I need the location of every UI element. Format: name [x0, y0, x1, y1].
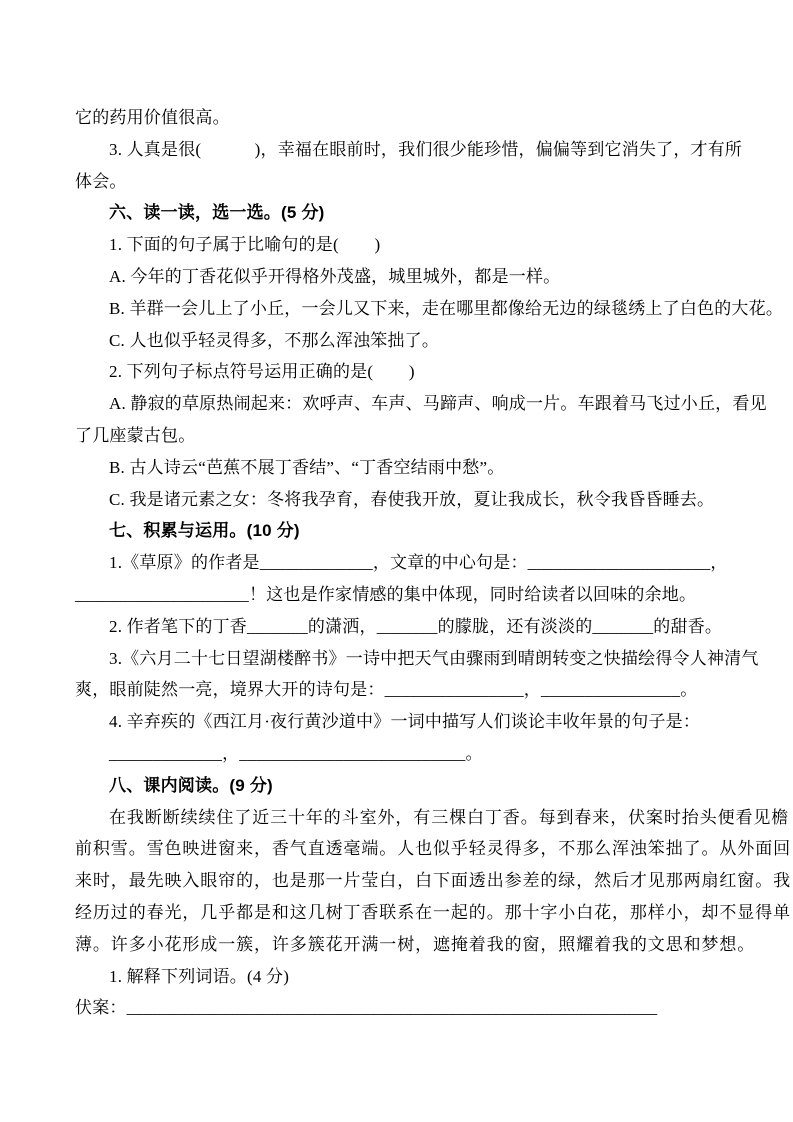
fill-blank-4-continuation: _____________，__________________________。: [109, 743, 483, 763]
explain-words-stem: 1. 解释下列词语。(4 分): [109, 966, 290, 986]
q2-option-b: B. 古人诗云“芭蕉不展丁香结”、“丁香空结雨中愁”。: [109, 457, 505, 477]
q1-option-a: A. 今年的丁香花似乎开得格外茂盛，城里城外，都是一样。: [109, 266, 561, 286]
q2-option-a: A. 静寂的草原热闹起来：欢呼声、车声、马蹄声、响成一片。车跟着马飞过小丘，看见: [109, 394, 767, 414]
reading-passage-line: 前积雪。雪色映进窗来，香气直透毫端。人也似乎轻灵得多，不那么浑浊笨拙了。从外面回: [75, 839, 791, 859]
question-3-line: 3. 人真是很( )，幸福在眼前时，我们很少能珍惜，偏偏等到它消失了，才有所: [109, 139, 743, 159]
q1-option-b: B. 羊群一会儿上了小丘，一会儿又下来，走在哪里都像给无边的绿毯绣上了白色的大花。: [109, 298, 784, 318]
reading-passage-line: 在我断断续续住了近三十年的斗室外，有三棵白丁香。每到春来，伏案时抬头便看见檐: [109, 807, 790, 827]
q2-stem: 2. 下列句子标点符号运用正确的是( ): [109, 362, 415, 382]
q2-option-c: C. 我是诸元素之女：冬将我孕育，春使我开放，夏让我成长，秋令我昏昏睡去。: [109, 489, 715, 509]
section-8-heading: 八、课内阅读。(9 分): [109, 775, 273, 795]
reading-passage-line: 经历过的春光，几乎都是和这几树丁香联系在一起的。那十字小白花，那样小，却不显得单: [75, 902, 791, 922]
section-6-heading: 六、读一读，选一选。(5 分): [109, 203, 325, 223]
q1-option-c: C. 人也似乎轻灵得多，不那么浑浊笨拙了。: [109, 330, 440, 350]
fill-blank-3-continuation: 爽，眼前陡然一亮，境界大开的诗句是：________________，________________。: [75, 680, 698, 700]
carryover-text-line: 它的药用价值很高。: [75, 108, 230, 127]
reading-passage-line: 来时，最先映入眼帘的，也是那一片莹白，白下面透出参差的绿，然后才见那两扇红窗。我: [75, 871, 791, 891]
fill-blank-1: 1.《草原》的作者是_____________，文章的中心句是：_____________________，: [109, 553, 728, 573]
fill-blank-2: 2. 作者笔下的丁香_______的潇洒，_______的朦胧，还有淡淡的_______的甜香。: [109, 616, 723, 636]
fill-blank-1-continuation: ____________________！这也是作家情感的集中体现，同时给读者以回味的余地。: [75, 584, 697, 604]
q2-option-a-continuation: 了几座蒙古包。: [75, 425, 196, 445]
q1-stem: 1. 下面的句子属于比喻句的是( ): [109, 235, 381, 255]
question-3-continuation: 体会。: [75, 171, 127, 191]
fill-blank-4: 4. 辛弃疾的《西江月·夜行黄沙道中》一词中描写人们谈论丰收年景的句子是：: [109, 712, 701, 732]
reading-passage-line: 薄。许多小花形成一簇，许多簇花开满一树，遮掩着我的窗，照耀着我的文思和梦想。: [75, 934, 756, 954]
fuan-definition-blank-line: 伏案：_____________________________________________________________: [75, 998, 658, 1018]
fill-blank-3: 3.《六月二十七日望湖楼醉书》一诗中把天气由骤雨到晴朗转变之快描绘得令人神清气: [109, 648, 759, 668]
section-7-heading: 七、积累与运用。(10 分): [109, 521, 300, 541]
